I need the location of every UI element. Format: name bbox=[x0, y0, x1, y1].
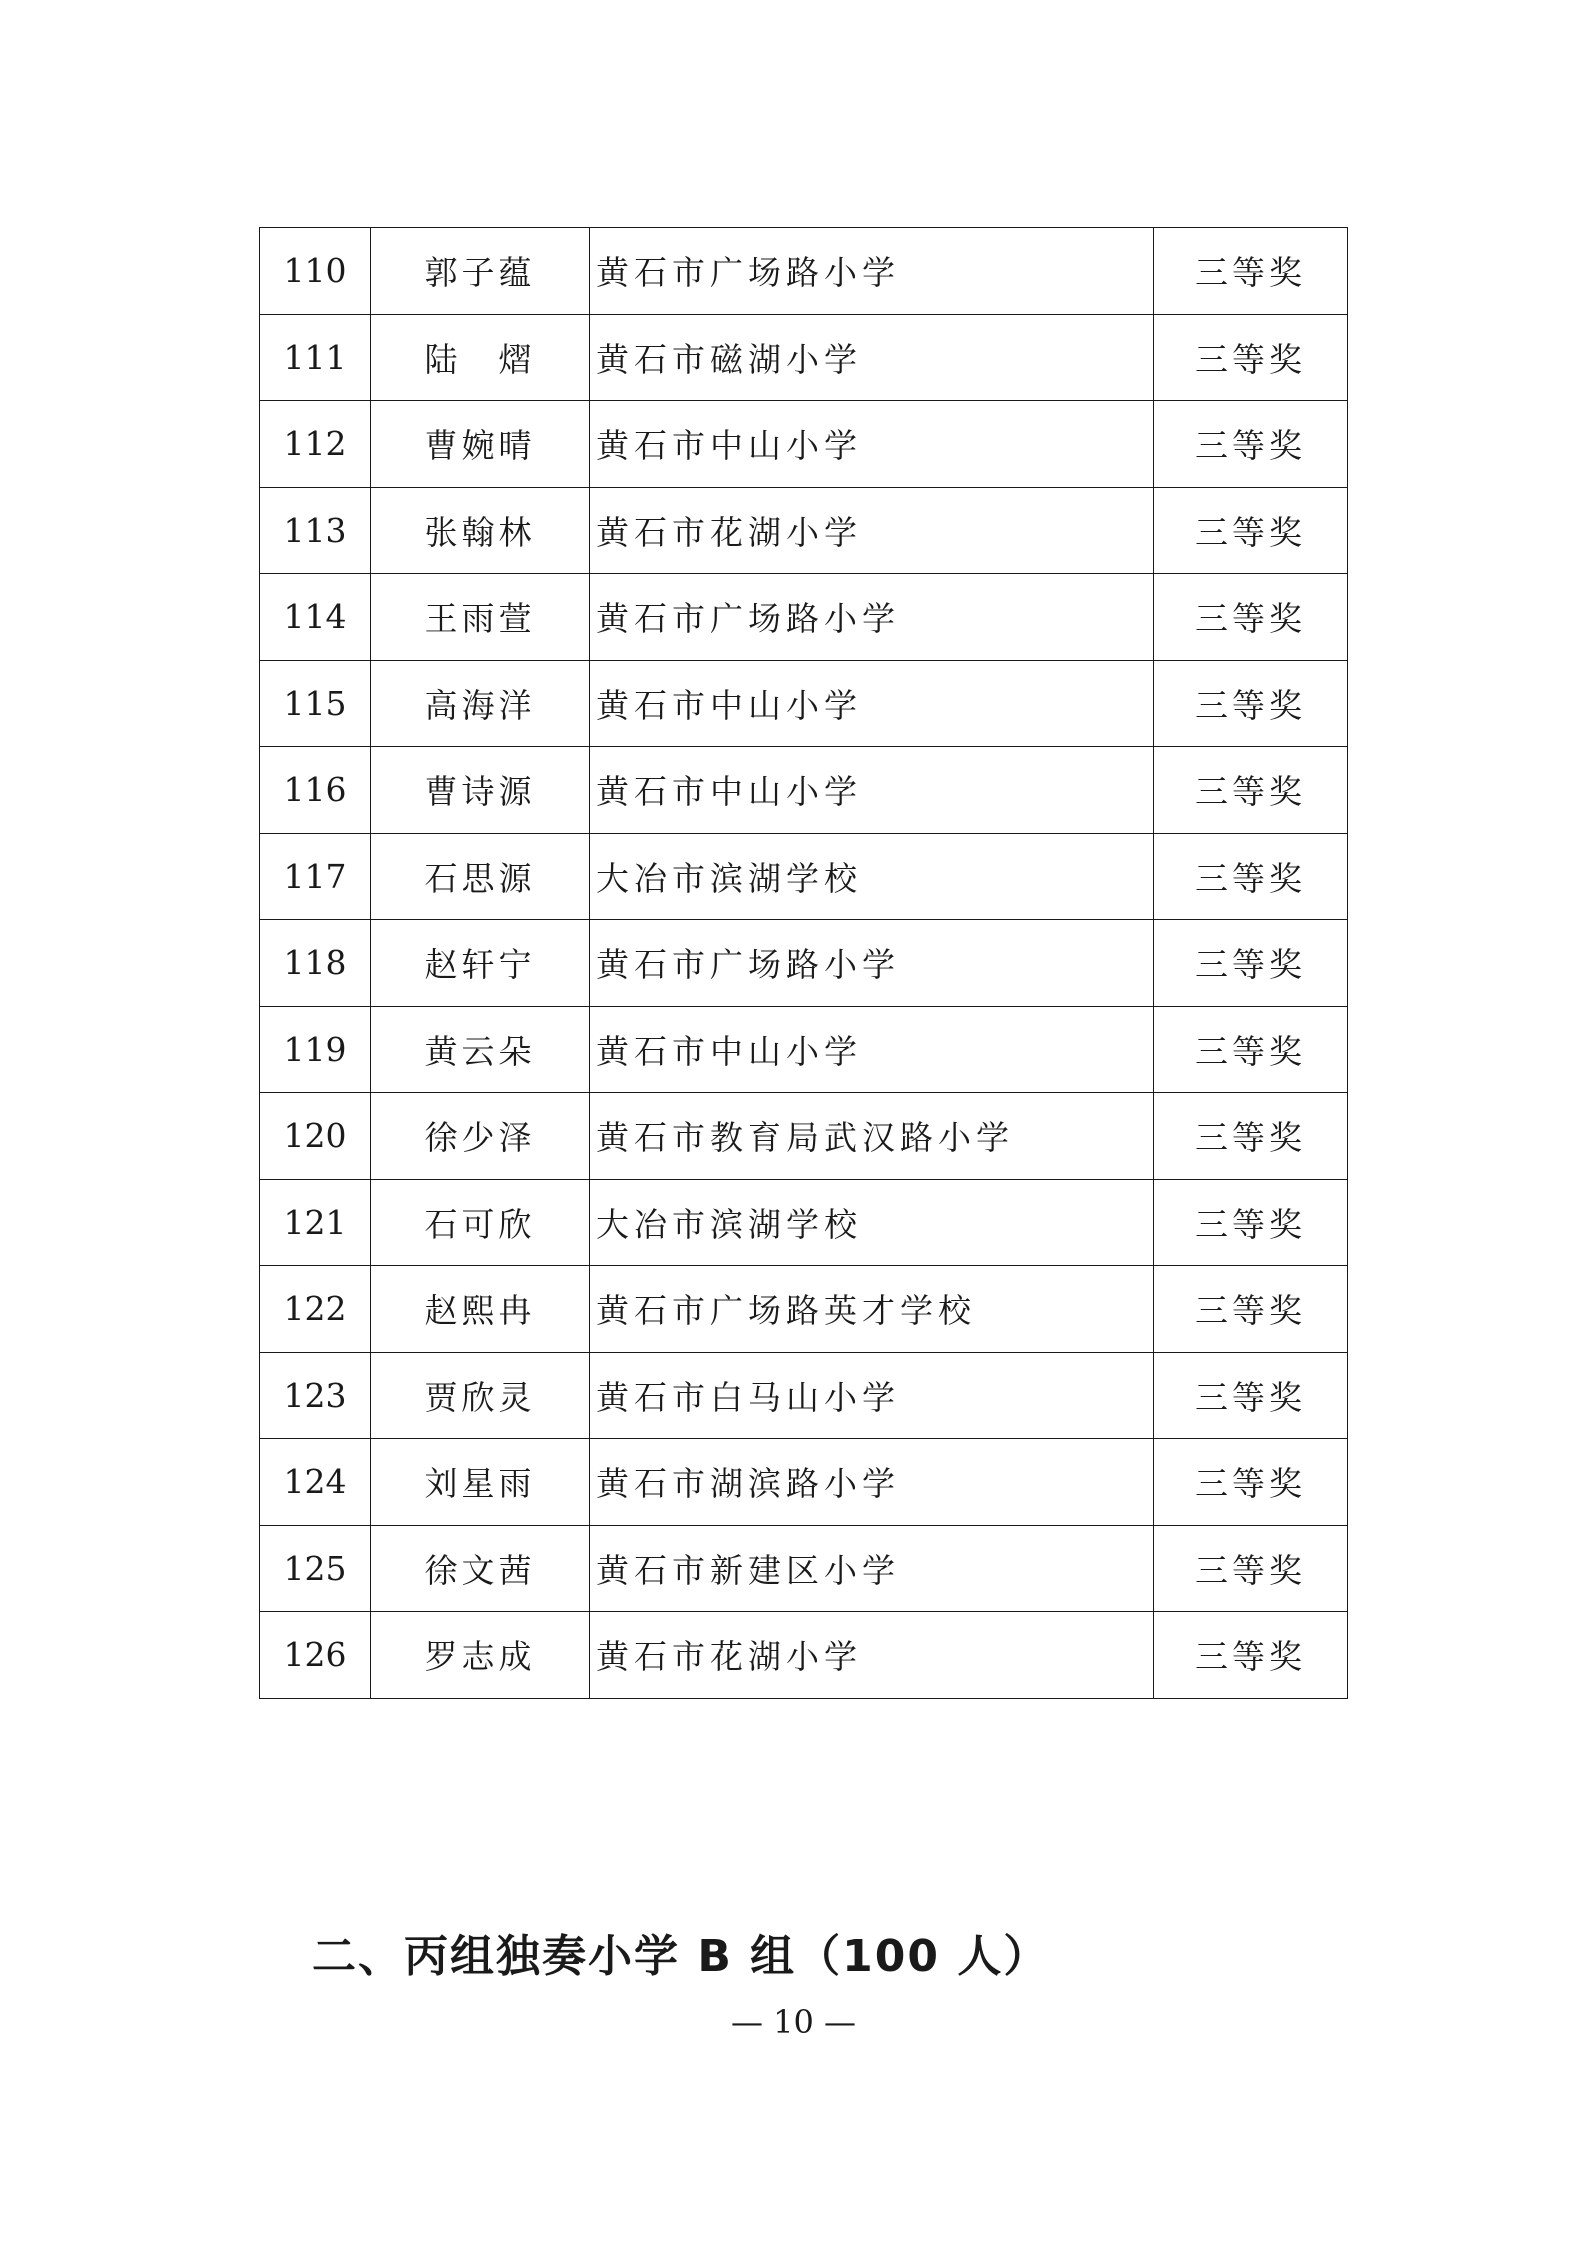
row-number-cell: 112 bbox=[260, 401, 371, 488]
school-name-cell: 黄石市花湖小学 bbox=[590, 1612, 1154, 1699]
table-row bbox=[260, 747, 1348, 834]
row-number-cell: 124 bbox=[260, 1439, 371, 1526]
row-number-cell: 115 bbox=[260, 660, 371, 747]
table-row bbox=[260, 1266, 1348, 1353]
row-number-cell: 120 bbox=[260, 1093, 371, 1180]
award-cell: 三等奖 bbox=[1154, 1266, 1348, 1353]
student-name-cell: 徐少泽 bbox=[371, 1093, 590, 1180]
table-row bbox=[260, 1006, 1348, 1093]
row-number-cell: 114 bbox=[260, 574, 371, 661]
school-name-cell: 黄石市广场路英才学校 bbox=[590, 1266, 1154, 1353]
school-name-cell: 黄石市教育局武汉路小学 bbox=[590, 1093, 1154, 1180]
student-name-cell: 徐文茜 bbox=[371, 1525, 590, 1612]
table-row bbox=[260, 1612, 1348, 1699]
school-name-cell: 大冶市滨湖学校 bbox=[590, 1179, 1154, 1266]
row-number-cell: 116 bbox=[260, 747, 371, 834]
school-name-cell: 黄石市新建区小学 bbox=[590, 1525, 1154, 1612]
student-name-cell: 郭子蕴 bbox=[371, 228, 590, 315]
table-row bbox=[260, 920, 1348, 1007]
table-row bbox=[260, 1179, 1348, 1266]
student-name-cell: 高海洋 bbox=[371, 660, 590, 747]
row-number-cell: 126 bbox=[260, 1612, 371, 1699]
row-number-cell: 111 bbox=[260, 314, 371, 401]
school-name-cell: 黄石市白马山小学 bbox=[590, 1352, 1154, 1439]
school-name-cell: 黄石市广场路小学 bbox=[590, 920, 1154, 1007]
student-name-cell: 王雨萱 bbox=[371, 574, 590, 661]
student-name-cell: 罗志成 bbox=[371, 1612, 590, 1699]
award-cell: 三等奖 bbox=[1154, 228, 1348, 315]
table-row bbox=[260, 833, 1348, 920]
award-cell: 三等奖 bbox=[1154, 401, 1348, 488]
page-number: — 10 — bbox=[730, 2003, 857, 2041]
award-cell: 三等奖 bbox=[1154, 660, 1348, 747]
row-number-cell: 123 bbox=[260, 1352, 371, 1439]
table-row bbox=[260, 1093, 1348, 1180]
award-cell: 三等奖 bbox=[1154, 1179, 1348, 1266]
table-row bbox=[260, 401, 1348, 488]
student-name-cell: 贾欣灵 bbox=[371, 1352, 590, 1439]
results-table bbox=[259, 227, 1348, 1699]
table-row bbox=[260, 574, 1348, 661]
award-cell: 三等奖 bbox=[1154, 1525, 1348, 1612]
award-cell: 三等奖 bbox=[1154, 1006, 1348, 1093]
student-name-cell: 石可欣 bbox=[371, 1179, 590, 1266]
student-name-cell: 曹婉晴 bbox=[371, 401, 590, 488]
school-name-cell: 黄石市中山小学 bbox=[590, 401, 1154, 488]
award-cell: 三等奖 bbox=[1154, 833, 1348, 920]
school-name-cell: 黄石市中山小学 bbox=[590, 747, 1154, 834]
student-name-cell: 张翰林 bbox=[371, 487, 590, 574]
student-name-cell: 曹诗源 bbox=[371, 747, 590, 834]
award-cell: 三等奖 bbox=[1154, 1612, 1348, 1699]
row-number-cell: 113 bbox=[260, 487, 371, 574]
school-name-cell: 大冶市滨湖学校 bbox=[590, 833, 1154, 920]
school-name-cell: 黄石市广场路小学 bbox=[590, 228, 1154, 315]
school-name-cell: 黄石市中山小学 bbox=[590, 660, 1154, 747]
row-number-cell: 125 bbox=[260, 1525, 371, 1612]
award-cell: 三等奖 bbox=[1154, 1352, 1348, 1439]
row-number-cell: 119 bbox=[260, 1006, 371, 1093]
student-name-cell: 黄云朵 bbox=[371, 1006, 590, 1093]
table-row bbox=[260, 1352, 1348, 1439]
award-cell: 三等奖 bbox=[1154, 747, 1348, 834]
table-row bbox=[260, 1439, 1348, 1526]
school-name-cell: 黄石市广场路小学 bbox=[590, 574, 1154, 661]
section-heading: 二、丙组独奏小学 B 组（100 人） bbox=[312, 1931, 1050, 1982]
award-cell: 三等奖 bbox=[1154, 314, 1348, 401]
table-row bbox=[260, 487, 1348, 574]
table-row bbox=[260, 660, 1348, 747]
row-number-cell: 110 bbox=[260, 228, 371, 315]
table-row bbox=[260, 1525, 1348, 1612]
award-cell: 三等奖 bbox=[1154, 920, 1348, 1007]
student-name-cell: 赵熙冉 bbox=[371, 1266, 590, 1353]
school-name-cell: 黄石市磁湖小学 bbox=[590, 314, 1154, 401]
table-row bbox=[260, 314, 1348, 401]
student-name-cell: 陆 熠 bbox=[371, 314, 590, 401]
award-cell: 三等奖 bbox=[1154, 487, 1348, 574]
row-number-cell: 118 bbox=[260, 920, 371, 1007]
student-name-cell: 赵轩宁 bbox=[371, 920, 590, 1007]
student-name-cell: 刘星雨 bbox=[371, 1439, 590, 1526]
award-cell: 三等奖 bbox=[1154, 574, 1348, 661]
award-cell: 三等奖 bbox=[1154, 1439, 1348, 1526]
school-name-cell: 黄石市中山小学 bbox=[590, 1006, 1154, 1093]
row-number-cell: 122 bbox=[260, 1266, 371, 1353]
row-number-cell: 117 bbox=[260, 833, 371, 920]
table-row bbox=[260, 228, 1348, 315]
school-name-cell: 黄石市花湖小学 bbox=[590, 487, 1154, 574]
row-number-cell: 121 bbox=[260, 1179, 371, 1266]
student-name-cell: 石思源 bbox=[371, 833, 590, 920]
school-name-cell: 黄石市湖滨路小学 bbox=[590, 1439, 1154, 1526]
award-cell: 三等奖 bbox=[1154, 1093, 1348, 1180]
results-table-body bbox=[260, 228, 1348, 1699]
